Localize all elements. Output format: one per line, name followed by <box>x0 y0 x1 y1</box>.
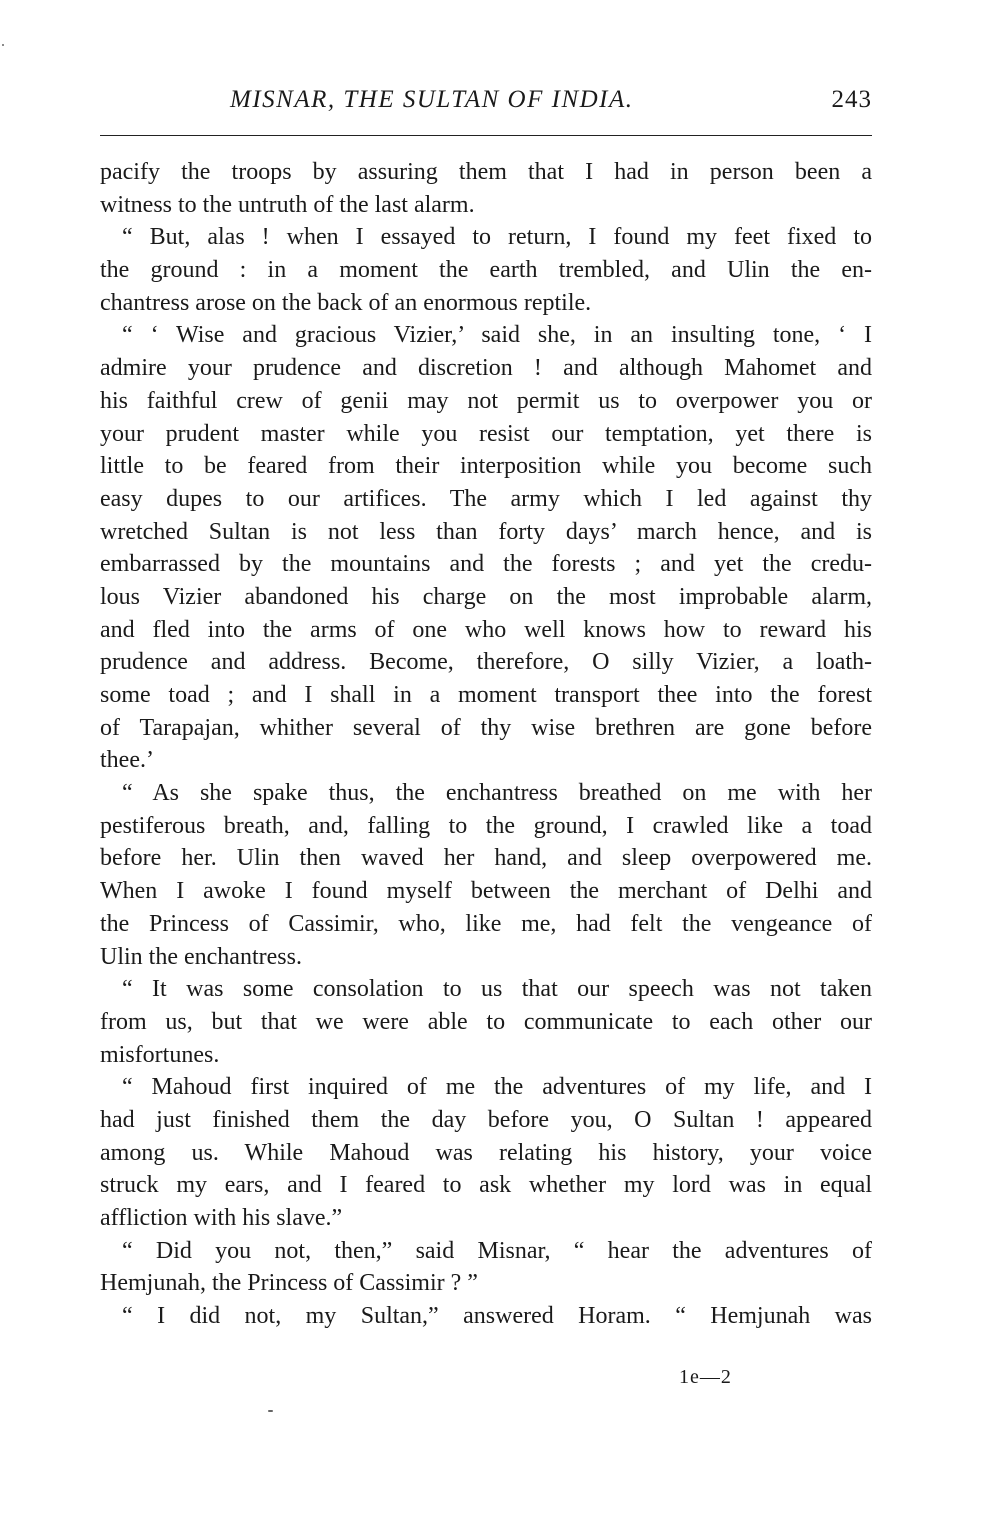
text-line: little to be feared from their interposition while you become such <box>100 453 872 480</box>
text-line: had just finished them the day before you, O Sultan ! appeared <box>100 1106 872 1133</box>
page-number: 243 <box>831 86 872 113</box>
text-line: witness to the untruth of the last alarm. <box>100 191 475 218</box>
text-line: “ As she spake thus, the enchantress breathed on me with her <box>122 780 872 807</box>
text-line: some toad ; and I shall in a moment transport thee into the forest <box>100 682 872 708</box>
text-line: and fled into the arms of one who well knows how to reward his <box>100 616 872 643</box>
signature-mark: 1e—2 <box>679 1366 732 1388</box>
text-line: among us. While Mahoud was relating his history, your voice <box>100 1139 872 1166</box>
text-line: lous Vizier abandoned his charge on the most improbable alarm, <box>100 583 872 610</box>
page-header <box>100 86 872 126</box>
running-head: MISNAR, THE SULTAN OF INDIA. <box>230 86 634 113</box>
text-line: your prudent master while you resist our temptation, yet there is <box>100 420 872 447</box>
text-line: “ Did you not, then,” said Misnar, “ hear the adventures of <box>122 1237 872 1264</box>
text-line: Ulin the enchantress. <box>100 943 302 970</box>
text-line: of Tarapajan, whither several of thy wise brethren are gone before <box>100 714 872 741</box>
text-line: easy dupes to our artifices. The army which I led against thy <box>100 485 872 512</box>
text-line: prudence and address. Become, therefore, O silly Vizier, a loath- <box>100 649 872 676</box>
text-line: struck my ears, and I feared to ask whether my lord was in equal <box>100 1172 872 1199</box>
text-line: “ It was some consolation to us that our speech was not taken <box>122 976 872 1003</box>
text-line: his faithful crew of genii may not permit us to overpower you or <box>100 387 872 414</box>
text-line: Hemjunah, the Princess of Cassimir ? ” <box>100 1270 478 1297</box>
text-line: the Princess of Cassimir, who, like me, had felt the vengeance of <box>100 910 872 937</box>
print-speck <box>268 1410 273 1412</box>
text-line: admire your prudence and discretion ! and although Mahomet and <box>100 355 872 382</box>
text-line: thee.’ <box>100 747 154 774</box>
text-line: chantress arose on the back of an enormous reptile. <box>100 289 592 316</box>
text-line: from us, but that we were able to communicate to each other our <box>100 1008 872 1035</box>
text-line: embarrassed by the mountains and the forests ; and yet the credu- <box>100 551 872 578</box>
print-speck <box>2 44 4 46</box>
text-line: affliction with his slave.” <box>100 1205 343 1231</box>
text-line: “ But, alas ! when I essayed to return, I found my feet fixed to <box>122 224 872 251</box>
body-text <box>100 156 872 1333</box>
header-rule <box>100 135 872 136</box>
text-line: misfortunes. <box>100 1041 220 1068</box>
text-line: “ ‘ Wise and gracious Vizier,’ said she, in an insulting tone, ‘ I <box>122 322 872 349</box>
text-line: before her. Ulin then waved her hand, and sleep overpowered me. <box>100 845 872 872</box>
text-line: pestiferous breath, and, falling to the ground, I crawled like a toad <box>100 812 872 839</box>
text-line: wretched Sultan is not less than forty days’ march hence, and is <box>100 518 872 545</box>
text-line: “ I did not, my Sultan,” answered Horam. “ Hemjunah was <box>122 1303 872 1330</box>
text-line: the ground : in a moment the earth trembled, and Ulin the en- <box>100 257 872 284</box>
text-line: pacify the troops by assuring them that I had in person been a <box>100 159 872 185</box>
text-line: When I awoke I found myself between the merchant of Delhi and <box>100 878 872 905</box>
text-line: “ Mahoud first inquired of me the adventures of my life, and I <box>122 1074 872 1101</box>
